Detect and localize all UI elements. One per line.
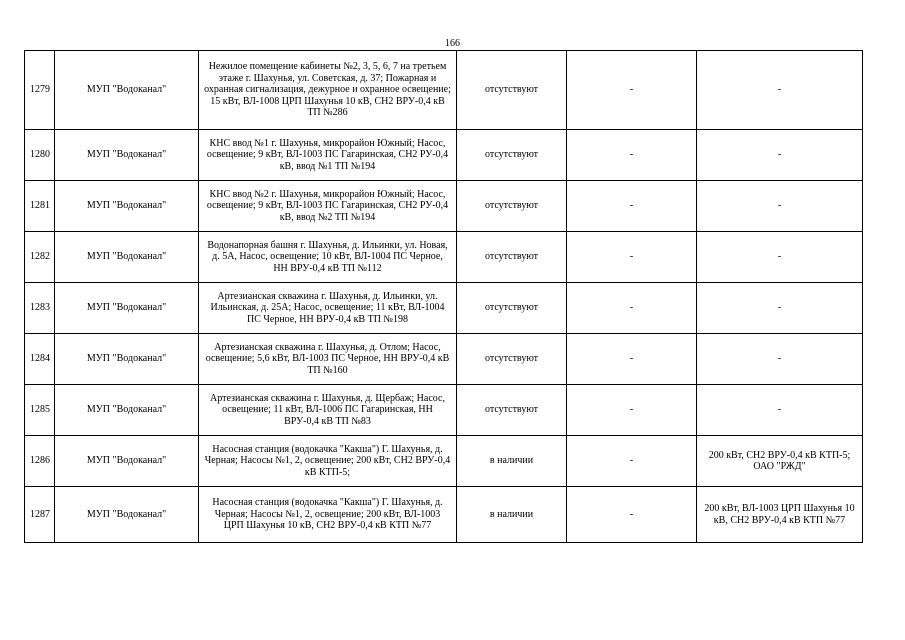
organization-name: МУП "Водоканал" bbox=[55, 232, 199, 283]
row-number: 1283 bbox=[25, 283, 55, 334]
object-description: Насосная станция (водокачка "Какша") Г. Шахунья, д. Черная; Насосы №1, 2, освещение; 200 кВт, ВЛ-1003 ЦРП Шахунья 10 кВ, СН2 ВРУ-0,4 кВ КТП №77 bbox=[199, 487, 457, 543]
table-row bbox=[25, 51, 863, 130]
status-cell: отсутствуют bbox=[457, 334, 567, 385]
column-5-cell: - bbox=[567, 385, 697, 436]
table-row bbox=[25, 487, 863, 543]
column-5-cell: - bbox=[567, 487, 697, 543]
row-number: 1279 bbox=[25, 51, 55, 130]
table-row bbox=[25, 130, 863, 181]
table-row bbox=[25, 181, 863, 232]
organization-name: МУП "Водоканал" bbox=[55, 130, 199, 181]
table-row bbox=[25, 436, 863, 487]
table-row bbox=[25, 334, 863, 385]
row-number: 1286 bbox=[25, 436, 55, 487]
page-number: 166 bbox=[445, 38, 460, 49]
object-description: Насосная станция (водокачка "Какша") Г. Шахунья, д. Черная; Насосы №1, 2, освещение; 200 кВт, СН2 ВРУ-0,4 кВ КТП-5; bbox=[199, 436, 457, 487]
table-row bbox=[25, 283, 863, 334]
organization-name: МУП "Водоканал" bbox=[55, 487, 199, 543]
column-6-cell: - bbox=[697, 51, 863, 130]
row-number: 1284 bbox=[25, 334, 55, 385]
column-5-cell: - bbox=[567, 334, 697, 385]
column-6-cell: 200 кВт, ВЛ-1003 ЦРП Шахунья 10 кВ, СН2 ВРУ-0,4 кВ КТП №77 bbox=[697, 487, 863, 543]
status-cell: отсутствуют bbox=[457, 283, 567, 334]
object-description: Нежилое помещение кабинеты №2, 3, 5, 6, 7 на третьем этаже г. Шахунья, ул. Советская, д. 37; Пожарная и охранная сигнализация, дежурное и охранное освещение; 15 кВт, ВЛ-1008 ЦРП Шахунья 10 кВ, СН2 ВРУ-0,4 кВ ТП №286 bbox=[199, 51, 457, 130]
organization-name: МУП "Водоканал" bbox=[55, 385, 199, 436]
column-5-cell: - bbox=[567, 283, 697, 334]
object-description: Артезианская скважина г. Шахунья, д. Щербаж; Насос, освещение; 11 кВт, ВЛ-1006 ПС Гагаринская, НН ВРУ-0,4 кВ ТП №83 bbox=[199, 385, 457, 436]
status-cell: отсутствуют bbox=[457, 385, 567, 436]
row-number: 1287 bbox=[25, 487, 55, 543]
organization-name: МУП "Водоканал" bbox=[55, 334, 199, 385]
status-cell: в наличии bbox=[457, 436, 567, 487]
status-cell: отсутствуют bbox=[457, 130, 567, 181]
column-6-cell: 200 кВт, СН2 ВРУ-0,4 кВ КТП-5; ОАО "РЖД" bbox=[697, 436, 863, 487]
object-description: Водонапорная башня г. Шахунья, д. Ильинки, ул. Новая, д. 5А, Насос, освещение; 10 кВт, ВЛ-1004 ПС Черное, НН ВРУ-0,4 кВ ТП №112 bbox=[199, 232, 457, 283]
organization-name: МУП "Водоканал" bbox=[55, 181, 199, 232]
column-5-cell: - bbox=[567, 436, 697, 487]
status-cell: отсутствуют bbox=[457, 232, 567, 283]
table-row bbox=[25, 385, 863, 436]
row-number: 1282 bbox=[25, 232, 55, 283]
status-cell: отсутствуют bbox=[457, 181, 567, 232]
row-number: 1280 bbox=[25, 130, 55, 181]
organization-name: МУП "Водоканал" bbox=[55, 436, 199, 487]
organization-name: МУП "Водоканал" bbox=[55, 51, 199, 130]
column-5-cell: - bbox=[567, 51, 697, 130]
column-6-cell: - bbox=[697, 334, 863, 385]
column-6-cell: - bbox=[697, 130, 863, 181]
column-5-cell: - bbox=[567, 181, 697, 232]
status-cell: отсутствуют bbox=[457, 51, 567, 130]
records-table bbox=[24, 50, 863, 543]
object-description: Артезианская скважина г. Шахунья, д. Отлом; Насос, освещение; 5,6 кВт, ВЛ-1003 ПС Черное, НН ВРУ-0,4 кВ ТП №160 bbox=[199, 334, 457, 385]
column-6-cell: - bbox=[697, 232, 863, 283]
column-5-cell: - bbox=[567, 232, 697, 283]
object-description: КНС ввод №2 г. Шахунья, микрорайон Южный; Насос, освещение; 9 кВт, ВЛ-1003 ПС Гагаринская, СН2 РУ-0,4 кВ, ввод №2 ТП №194 bbox=[199, 181, 457, 232]
object-description: КНС ввод №1 г. Шахунья, микрорайон Южный; Насос, освещение; 9 кВт, ВЛ-1003 ПС Гагаринская, СН2 РУ-0,4 кВ, ввод №1 ТП №194 bbox=[199, 130, 457, 181]
status-cell: в наличии bbox=[457, 487, 567, 543]
organization-name: МУП "Водоканал" bbox=[55, 283, 199, 334]
object-description: Артезианская скважина г. Шахунья, д. Ильинки, ул. Ильинская, д. 25А; Насос, освещение; 11 кВт, ВЛ-1004 ПС Черное, НН ВРУ-0,4 кВ ТП №198 bbox=[199, 283, 457, 334]
column-5-cell: - bbox=[567, 130, 697, 181]
row-number: 1281 bbox=[25, 181, 55, 232]
column-6-cell: - bbox=[697, 385, 863, 436]
row-number: 1285 bbox=[25, 385, 55, 436]
column-6-cell: - bbox=[697, 181, 863, 232]
table-row bbox=[25, 232, 863, 283]
column-6-cell: - bbox=[697, 283, 863, 334]
